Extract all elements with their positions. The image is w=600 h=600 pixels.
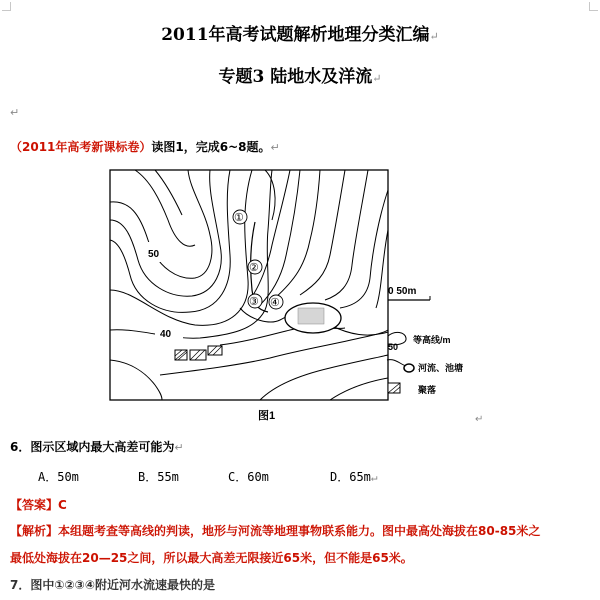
paragraph-mark-icon: ↵ [372,72,382,85]
figure-caption: 图1 [258,410,276,422]
point-3-label: ③ [249,296,259,308]
legend-sample-50: 50 [388,342,399,352]
option-d: D．65m↵ [330,470,378,484]
intro-text: 读图1，完成6~8题。 [151,140,271,154]
option-b: B．55m [138,470,179,484]
scale-label: 0 50m [388,286,417,297]
scale-bar [388,286,430,300]
page-corner-mark [2,2,11,11]
map-frame [110,170,388,400]
paragraph-mark-icon: ↵ [174,441,184,454]
analysis-line-1: 【解析】本组题考查等高线的判读，地形与河流等地理事物联系能力。图中最高处海拔在80-85米之 [10,524,541,538]
intro-line [10,138,280,155]
contour-lines [110,170,388,400]
paragraph-mark-icon: ↵ [475,414,484,425]
point-1-label: ① [234,212,244,224]
option-a: A．50m [38,470,79,484]
paragraph-mark-icon: ↵ [270,141,280,154]
contour-label-40: 40 [160,329,172,340]
question-6-stem: 6．图示区域内最大高差可能为↵ [10,440,184,454]
paragraph-mark-icon: ↵ [10,106,20,119]
answer-value: C [58,498,67,512]
source-label: （2011年高考新课标卷） [10,140,152,154]
point-4-label: ④ [270,297,280,309]
legend-label-river: 河流、池塘 [418,363,464,373]
page-corner-mark [589,2,598,11]
paragraph-mark-icon: ↵ [429,30,439,43]
answer-label: 【答案】 [10,498,59,512]
settlement-pattern [298,308,324,324]
legend [387,332,463,395]
legend-label-contour: 等高线/m [413,335,451,345]
answer-line [10,496,67,513]
document-title: 2011年高考试题解析地理分类汇编↵ [161,25,439,45]
point-2-label: ② [249,262,259,274]
contour-map-figure [100,160,490,425]
paragraph-mark-icon: ↵ [370,471,378,484]
contour-label-50: 50 [148,249,160,260]
option-c: C．60m [228,470,269,484]
legend-label-settlement: 聚落 [418,385,437,395]
question-7-stem: 7．图中①②③④附近河水流速最快的是 [10,578,215,592]
document-subtitle: 专题3 陆地水及洋流↵ [218,67,382,87]
analysis-label: 【解析】 [10,524,59,538]
settlement-icon [175,346,222,360]
river-pond-icon [387,360,406,366]
analysis-line-2: 最低处海拔在20—25之间，所以最大高差无限接近65米，但不能是65米。 [10,551,413,565]
